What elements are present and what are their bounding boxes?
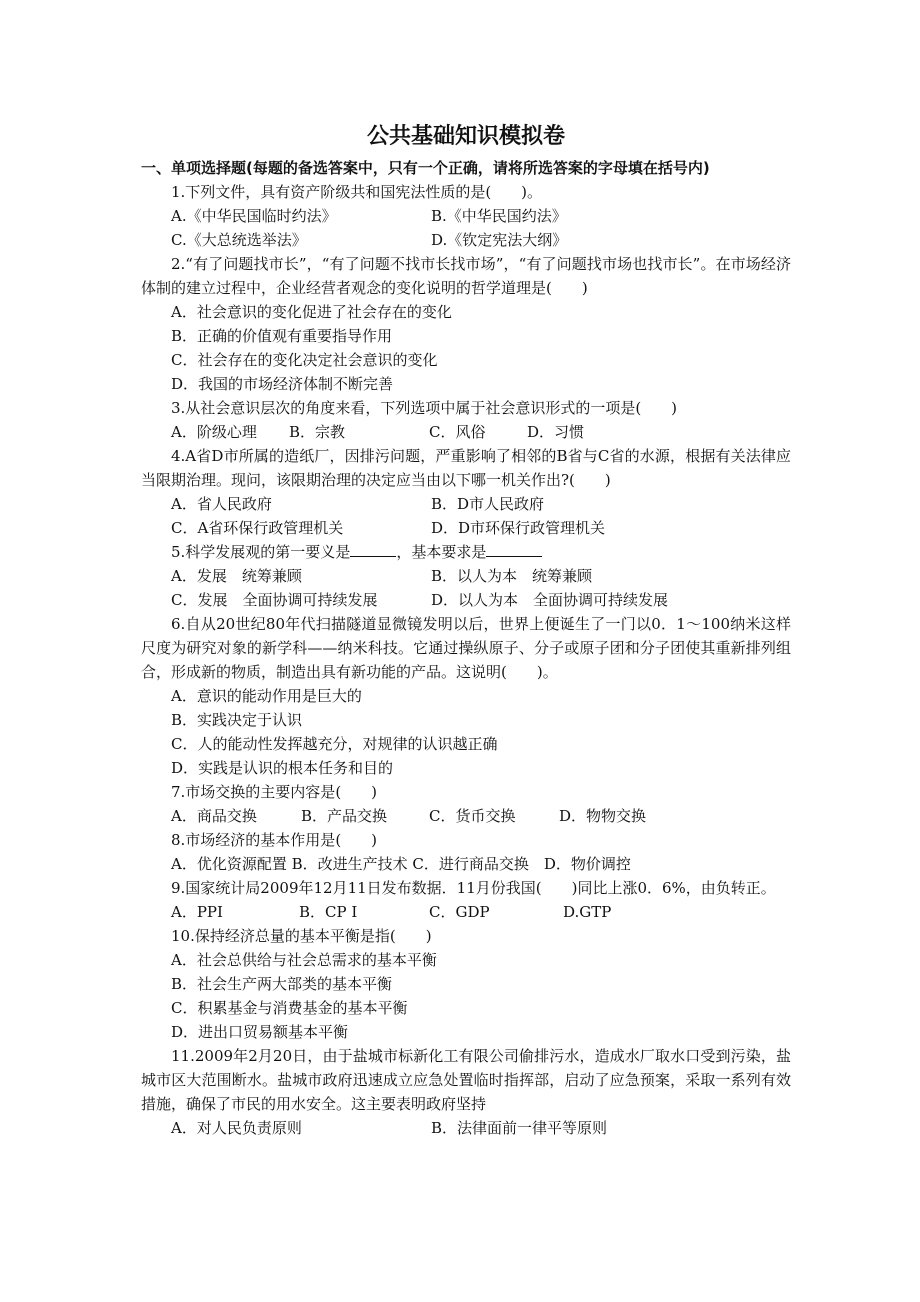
option-c: C．货币交换	[429, 807, 516, 825]
exam-page	[141, 120, 791, 1140]
option-d: D．D市环保行政管理机关	[431, 519, 606, 537]
option-row	[141, 588, 791, 612]
option-b: B．D市人民政府	[431, 495, 545, 513]
option-c: C．积累基金与消费基金的基本平衡	[171, 999, 408, 1017]
option-d: D．实践是认识的根本任务和目的	[171, 759, 394, 777]
question-6	[141, 612, 791, 780]
option-d: D.GTP	[563, 903, 612, 921]
question-8	[141, 828, 791, 876]
option-row	[141, 564, 791, 588]
option-b: B．以人为本 统筹兼顾	[431, 567, 593, 585]
option-b: B．产品交换	[301, 807, 388, 825]
option-c: C.《大总统选举法》	[171, 231, 307, 249]
option-row	[141, 804, 791, 828]
question-5	[141, 540, 791, 612]
option-d: D．习惯	[527, 423, 585, 441]
option-row	[141, 516, 791, 540]
option-b: B．社会生产两大部类的基本平衡	[171, 975, 393, 993]
option-b: B．宗教	[289, 423, 346, 441]
question-stem: 3.从社会意识层次的角度来看，下列选项中属于社会意识形式的一项是( )	[171, 399, 678, 417]
question-stem: 10.保持经济总量的基本平衡是指( )	[171, 927, 432, 945]
option-d: D．进出口贸易额基本平衡	[171, 1023, 349, 1041]
question-stem: 5.科学发展观的第一要义是 ，基本要求是	[141, 540, 791, 564]
option-row: A．优化资源配置 B．改进生产技术 C．进行商品交换 D．物价调控	[171, 855, 631, 873]
option-a: A．省人民政府	[171, 495, 272, 513]
answer-blank	[486, 540, 542, 557]
option-a: A．意识的能动作用是巨大的	[171, 687, 362, 705]
question-3	[141, 396, 791, 444]
option-row	[141, 492, 791, 516]
question-stem: 8.市场经济的基本作用是( )	[171, 831, 378, 849]
option-a: A．发展 统筹兼顾	[171, 567, 302, 585]
option-a: A．商品交换	[171, 807, 257, 825]
option-d: D.《钦定宪法大纲》	[431, 231, 568, 249]
option-b: B．CP I	[299, 903, 358, 921]
option-d: D．物物交换	[559, 807, 647, 825]
answer-blank	[350, 540, 396, 557]
option-row	[141, 900, 791, 924]
option-a: A．社会意识的变化促进了社会存在的变化	[171, 303, 452, 321]
option-a: A.《中华民国临时约法》	[171, 207, 337, 225]
option-d: D．以人为本 全面协调可持续发展	[431, 591, 669, 609]
option-b: B．正确的价值观有重要指导作用	[171, 327, 393, 345]
question-stem: 4.A省D市所属的造纸厂，因排污问题，严重影响了相邻的B省与C省的水源，根据有关法律应当限期治理。现问，该限期治理的决定应当由以下哪一机关作出?( )	[141, 447, 791, 489]
option-row	[141, 420, 791, 444]
option-c: C．GDP	[429, 903, 490, 921]
option-b: B.《中华民国约法》	[431, 207, 567, 225]
question-4	[141, 444, 791, 540]
question-stem: 7.市场交换的主要内容是( )	[171, 783, 378, 801]
option-row	[141, 204, 791, 228]
question-stem: 1.下列文件，具有资产阶级共和国宪法性质的是( )。	[171, 183, 543, 201]
question-10	[141, 924, 791, 1044]
option-row	[141, 1116, 791, 1140]
page-title: 公共基础知识模拟卷	[366, 124, 565, 149]
option-c: C．风俗	[429, 423, 486, 441]
question-11	[141, 1044, 791, 1140]
option-a: A．PPI	[171, 903, 223, 921]
question-stem: 2.“有了问题找市长”，“有了问题不找市长找市场”，“有了问题找市场也找市长”。在市场经济体制的建立过程中，企业经营者观念的变化说明的哲学道理是( )	[141, 255, 791, 297]
question-1	[141, 180, 791, 252]
question-2	[141, 252, 791, 396]
question-9	[141, 876, 791, 924]
option-c: C．社会存在的变化决定社会意识的变化	[171, 351, 438, 369]
option-c: C．A省环保行政管理机关	[171, 519, 344, 537]
option-a: A．阶级心理	[171, 423, 257, 441]
option-c: C．发展 全面协调可持续发展	[171, 591, 378, 609]
option-c: C．人的能动性发挥越充分，对规律的认识越正确	[171, 735, 498, 753]
question-stem: 11.2009年2月20日，由于盐城市标新化工有限公司偷排污水，造成水厂取水口受到污染，盐城市区大范围断水。盐城市政府迅速成立应急处置临时指挥部，启动了应急预案，采取一系列有效措施，确保了市民的用水安全。这主要表明政府坚持	[141, 1047, 791, 1113]
question-stem: 9.国家统计局2009年12月11日发布数据．11月份我国( )同比上涨0．6%，由负转正。	[171, 879, 776, 897]
option-a: A．对人民负责原则	[171, 1119, 302, 1137]
question-7	[141, 780, 791, 828]
section-heading: 一、单项选择题(每题的备选答案中，只有一个正确，请将所选答案的字母填在括号内)	[141, 159, 710, 177]
option-a: A．社会总供给与社会总需求的基本平衡	[171, 951, 437, 969]
option-d: D．我国的市场经济体制不断完善	[171, 375, 394, 393]
question-stem: 6.自从20世纪80年代扫描隧道显微镜发明以后，世界上便诞生了一门以0．1～100纳米这样尺度为研究对象的新学科——纳米科技。它通过操纵原子、分子或原子团和分子团使其重新排列组合，形成新的物质，制造出具有新功能的产品。这说明( )。	[141, 615, 791, 681]
option-row	[141, 228, 791, 252]
option-b: B．实践决定于认识	[171, 711, 303, 729]
option-b: B．法律面前一律平等原则	[431, 1119, 608, 1137]
